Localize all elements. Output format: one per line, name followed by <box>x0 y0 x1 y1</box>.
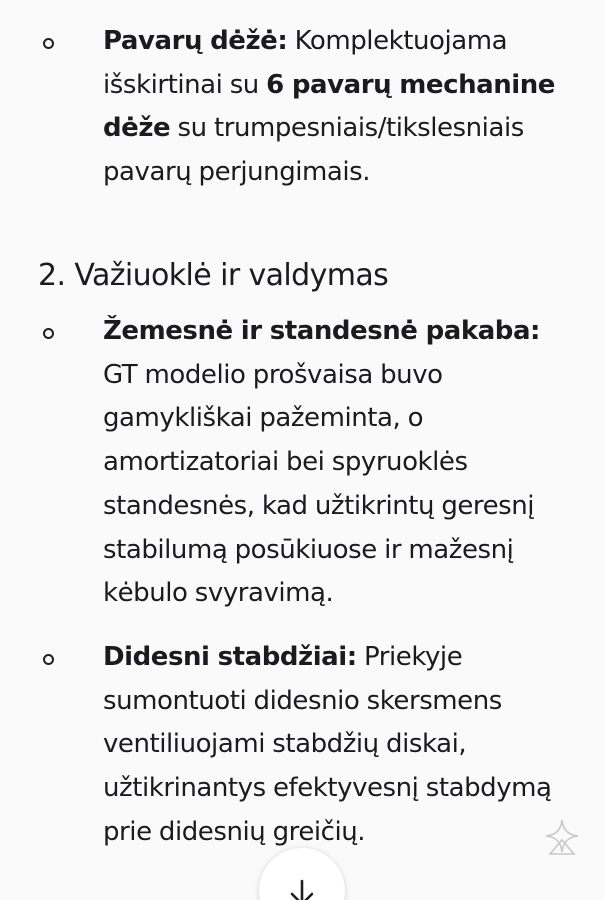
list-item-body-continued: su trumpesniais/tikslesniais pavarų perjungimais. <box>103 113 524 188</box>
hollow-bullet-icon <box>43 328 54 339</box>
list-item-body: Priekyje sumontuoti didesnio skersmens ventiliuojami stabdžių diskai, užtikrinantys efektyvesnį stabdymą prie didesnių greičių. <box>103 642 552 847</box>
list-item-bold-label: Žemesnė ir standesnė pakaba: <box>103 316 540 346</box>
list-item-bold-label: Didesni stabdžiai: <box>103 642 357 672</box>
section-heading: 2. Važiuoklė ir valdymas <box>38 258 389 293</box>
hollow-bullet-icon <box>43 38 54 49</box>
scroll-down-button[interactable] <box>259 848 345 900</box>
list-item-text <box>103 636 573 855</box>
list-item-body: GT modelio prošvaisa buvo gamykliškai pažeminta, o amortizatoriai bei spyruoklės standesnės, kad užtikrintų geresnį stabilumą posūkiuose ir mažesnį kėbulo svyravimą. <box>103 359 535 609</box>
list-item-bold-phrase: 6 pavarų mechanine dėže <box>103 69 555 144</box>
list-item-text <box>103 20 573 195</box>
list-item-bold-label: Pavarų dėžė: <box>103 26 288 56</box>
arrow-down-icon <box>289 878 315 900</box>
gemini-sparkle-icon <box>544 818 580 860</box>
hollow-bullet-icon <box>43 654 54 665</box>
list-item-body: Komplektuojama išskirtinai su <box>103 26 508 100</box>
list-item-text <box>103 310 573 616</box>
